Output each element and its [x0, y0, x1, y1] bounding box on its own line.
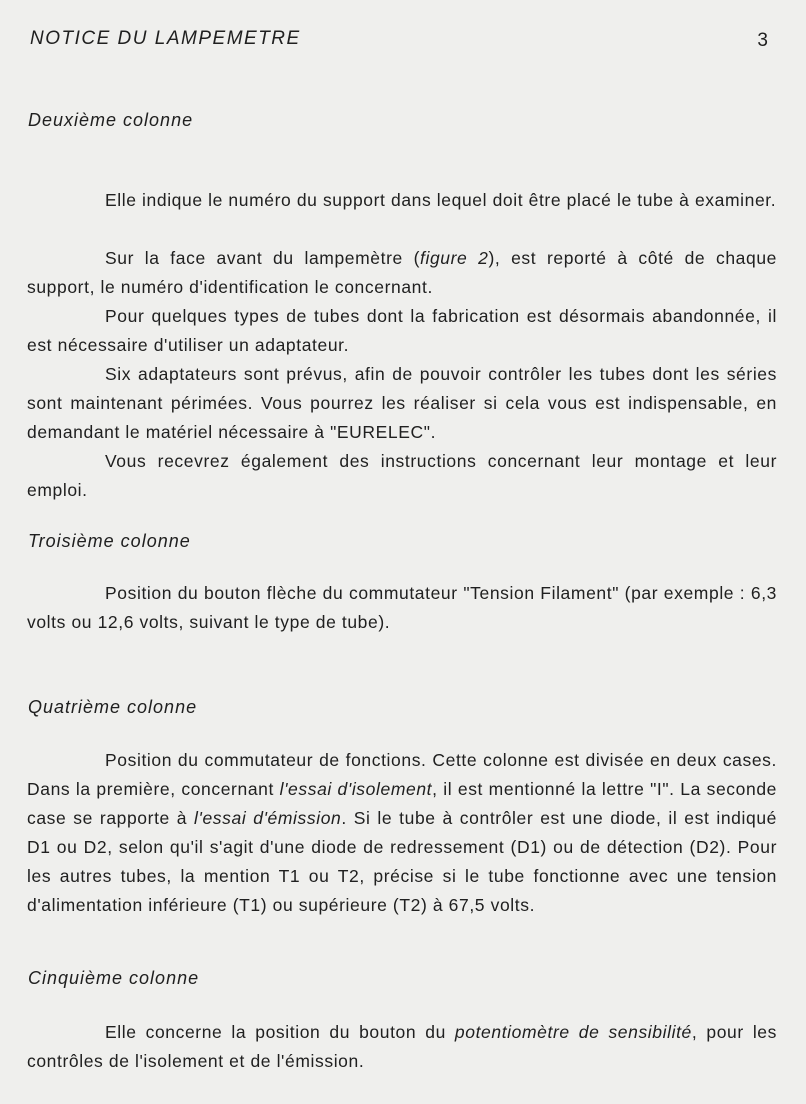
paragraph: Position du commutateur de fonctions. Cette colonne est divisée en deux cases. Dans la première, concernant l'essai d'isolement, il est mentionné la lettre "I". La seconde case se rapporte à l'essai d'émission. Si le tube à contrôler est une diode, il est indiqué D1 ou D2, selon qu'il s'agit d'une diode de redressement (D1) ou de détection (D2). Pour les autres tubes, la mention T1 ou T2, précise si le tube fonctionne avec une tension d'alimentation inférieure (T1) ou supérieure (T2) à 67,5 volts.	[27, 750, 777, 915]
figure-reference: figure 2	[420, 248, 489, 268]
paragraph: Six adaptateurs sont prévus, afin de pouvoir contrôler les tubes dont les séries sont maintenant périmées. Vous pourrez les réaliser si cela vous est indispensable, en demandant le matériel nécessaire à "EURELEC".	[27, 364, 777, 442]
section-heading-deuxieme: Deuxième colonne	[28, 110, 194, 130]
page-number: 3	[757, 30, 768, 51]
section-heading-troisieme: Troisième colonne	[28, 531, 191, 551]
paragraph: Pour quelques types de tubes dont la fabrication est désormais abandonnée, il est nécessaire d'utiliser un adaptateur.	[27, 306, 777, 355]
italic-term: potentiomètre de sensibilité	[454, 1022, 692, 1042]
italic-term: l'essai d'émission	[194, 808, 342, 828]
paragraph: Position du bouton flèche du commutateur "Tension Filament" (par exemple : 6,3 volts ou 12,6 volts, suivant le type de tube).	[27, 583, 777, 632]
paragraph: Elle indique le numéro du support dans lequel doit être placé le tube à examiner.	[105, 190, 777, 210]
section-heading-quatrieme: Quatrième colonne	[28, 697, 198, 717]
paragraph: Elle concerne la position du bouton du potentiomètre de sensibilité, pour les contrôles de l'isolement et de l'émission.	[27, 1022, 777, 1071]
italic-term: l'essai d'isolement	[279, 779, 433, 799]
section-heading-cinquieme: Cinquième colonne	[28, 968, 200, 988]
paragraph: Vous recevrez également des instructions concernant leur montage et leur emploi.	[27, 451, 777, 500]
running-title: NOTICE DU LAMPEMETRE	[30, 28, 301, 49]
paragraph: Sur la face avant du lampemètre (figure 2), est reporté à côté de chaque support, le numéro d'identification le concernant.	[27, 248, 777, 297]
